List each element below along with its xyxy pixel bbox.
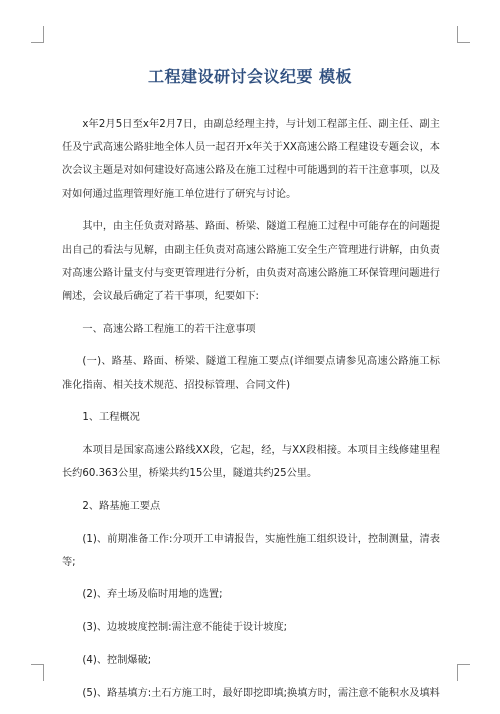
crop-mark-top-left: [31, 26, 44, 43]
list-item-slope-control: (3)、边坡坡度控制:需注意不能徒于设计坡度;: [82, 622, 288, 634]
crop-mark-bottom-right: [457, 664, 470, 681]
list-item-blasting: (4)、控制爆破;: [82, 654, 152, 666]
heading-subsection-1: (一)、路基、路面、桥梁、隧道工程施工要点(详细要点请参见高速公路施工标准化指南、相关技术规范、招投标管理、合同文件): [62, 356, 440, 391]
paragraph-responsibilities: 其中，由主任负责对路基、路面、桥梁、隧道工程施工过程中可能存在的问题提出自己的看法与见解，由副主任负责对高速公路施工安全生产管理进行讲解，由负责对高速公路计量支付与变更管理进行分析，由负责对高速公路施工环保管理问题进行阐述，会议最后确定了若干事项，纪要如下:: [62, 221, 440, 302]
list-item-fill: (5)、路基填方:土石方施工时，最好即挖即填;换填方时，需注意不能积水及填料: [82, 687, 440, 699]
crop-mark-top-right: [457, 26, 470, 43]
crop-mark-bottom-left: [31, 664, 44, 681]
heading-project-overview: 1、工程概况: [82, 412, 140, 424]
heading-section-1: 一、高速公路工程施工的若干注意事项: [82, 323, 256, 335]
document-title: 工程建设研讨会议纪要 模板: [147, 67, 353, 86]
list-item-spoil-ground: (2)、弃土场及临时用地的选置;: [82, 589, 223, 601]
document-body: [62, 113, 440, 714]
heading-subgrade-points: 2、路基施工要点: [82, 500, 161, 512]
paragraph-project-overview: 本项目是国家高速公路线XX段，它起，经，与XX段相接。本项目主线修建里程长约60.363公里，桥梁共约15公里，隧道共约25公里。: [62, 444, 440, 480]
paragraph-intro: x年2月5日至x年2月7日，由副总经理主持，与计划工程部主任、副主任、副主任及宁武高速公路驻地全体人员一起召开x年关于XX高速公路工程建设专题会议，本次会议主题是对如何建设好高速公路及在施工过程中可能遇到的若干注意事项，以及对如何通过监理管理好施工单位进行了研究与讨论。: [62, 119, 440, 200]
list-item-preparation: (1)、前期准备工作:分项开工申请报告，实施性施工组织设计，控制测量，清表等;: [62, 533, 440, 568]
